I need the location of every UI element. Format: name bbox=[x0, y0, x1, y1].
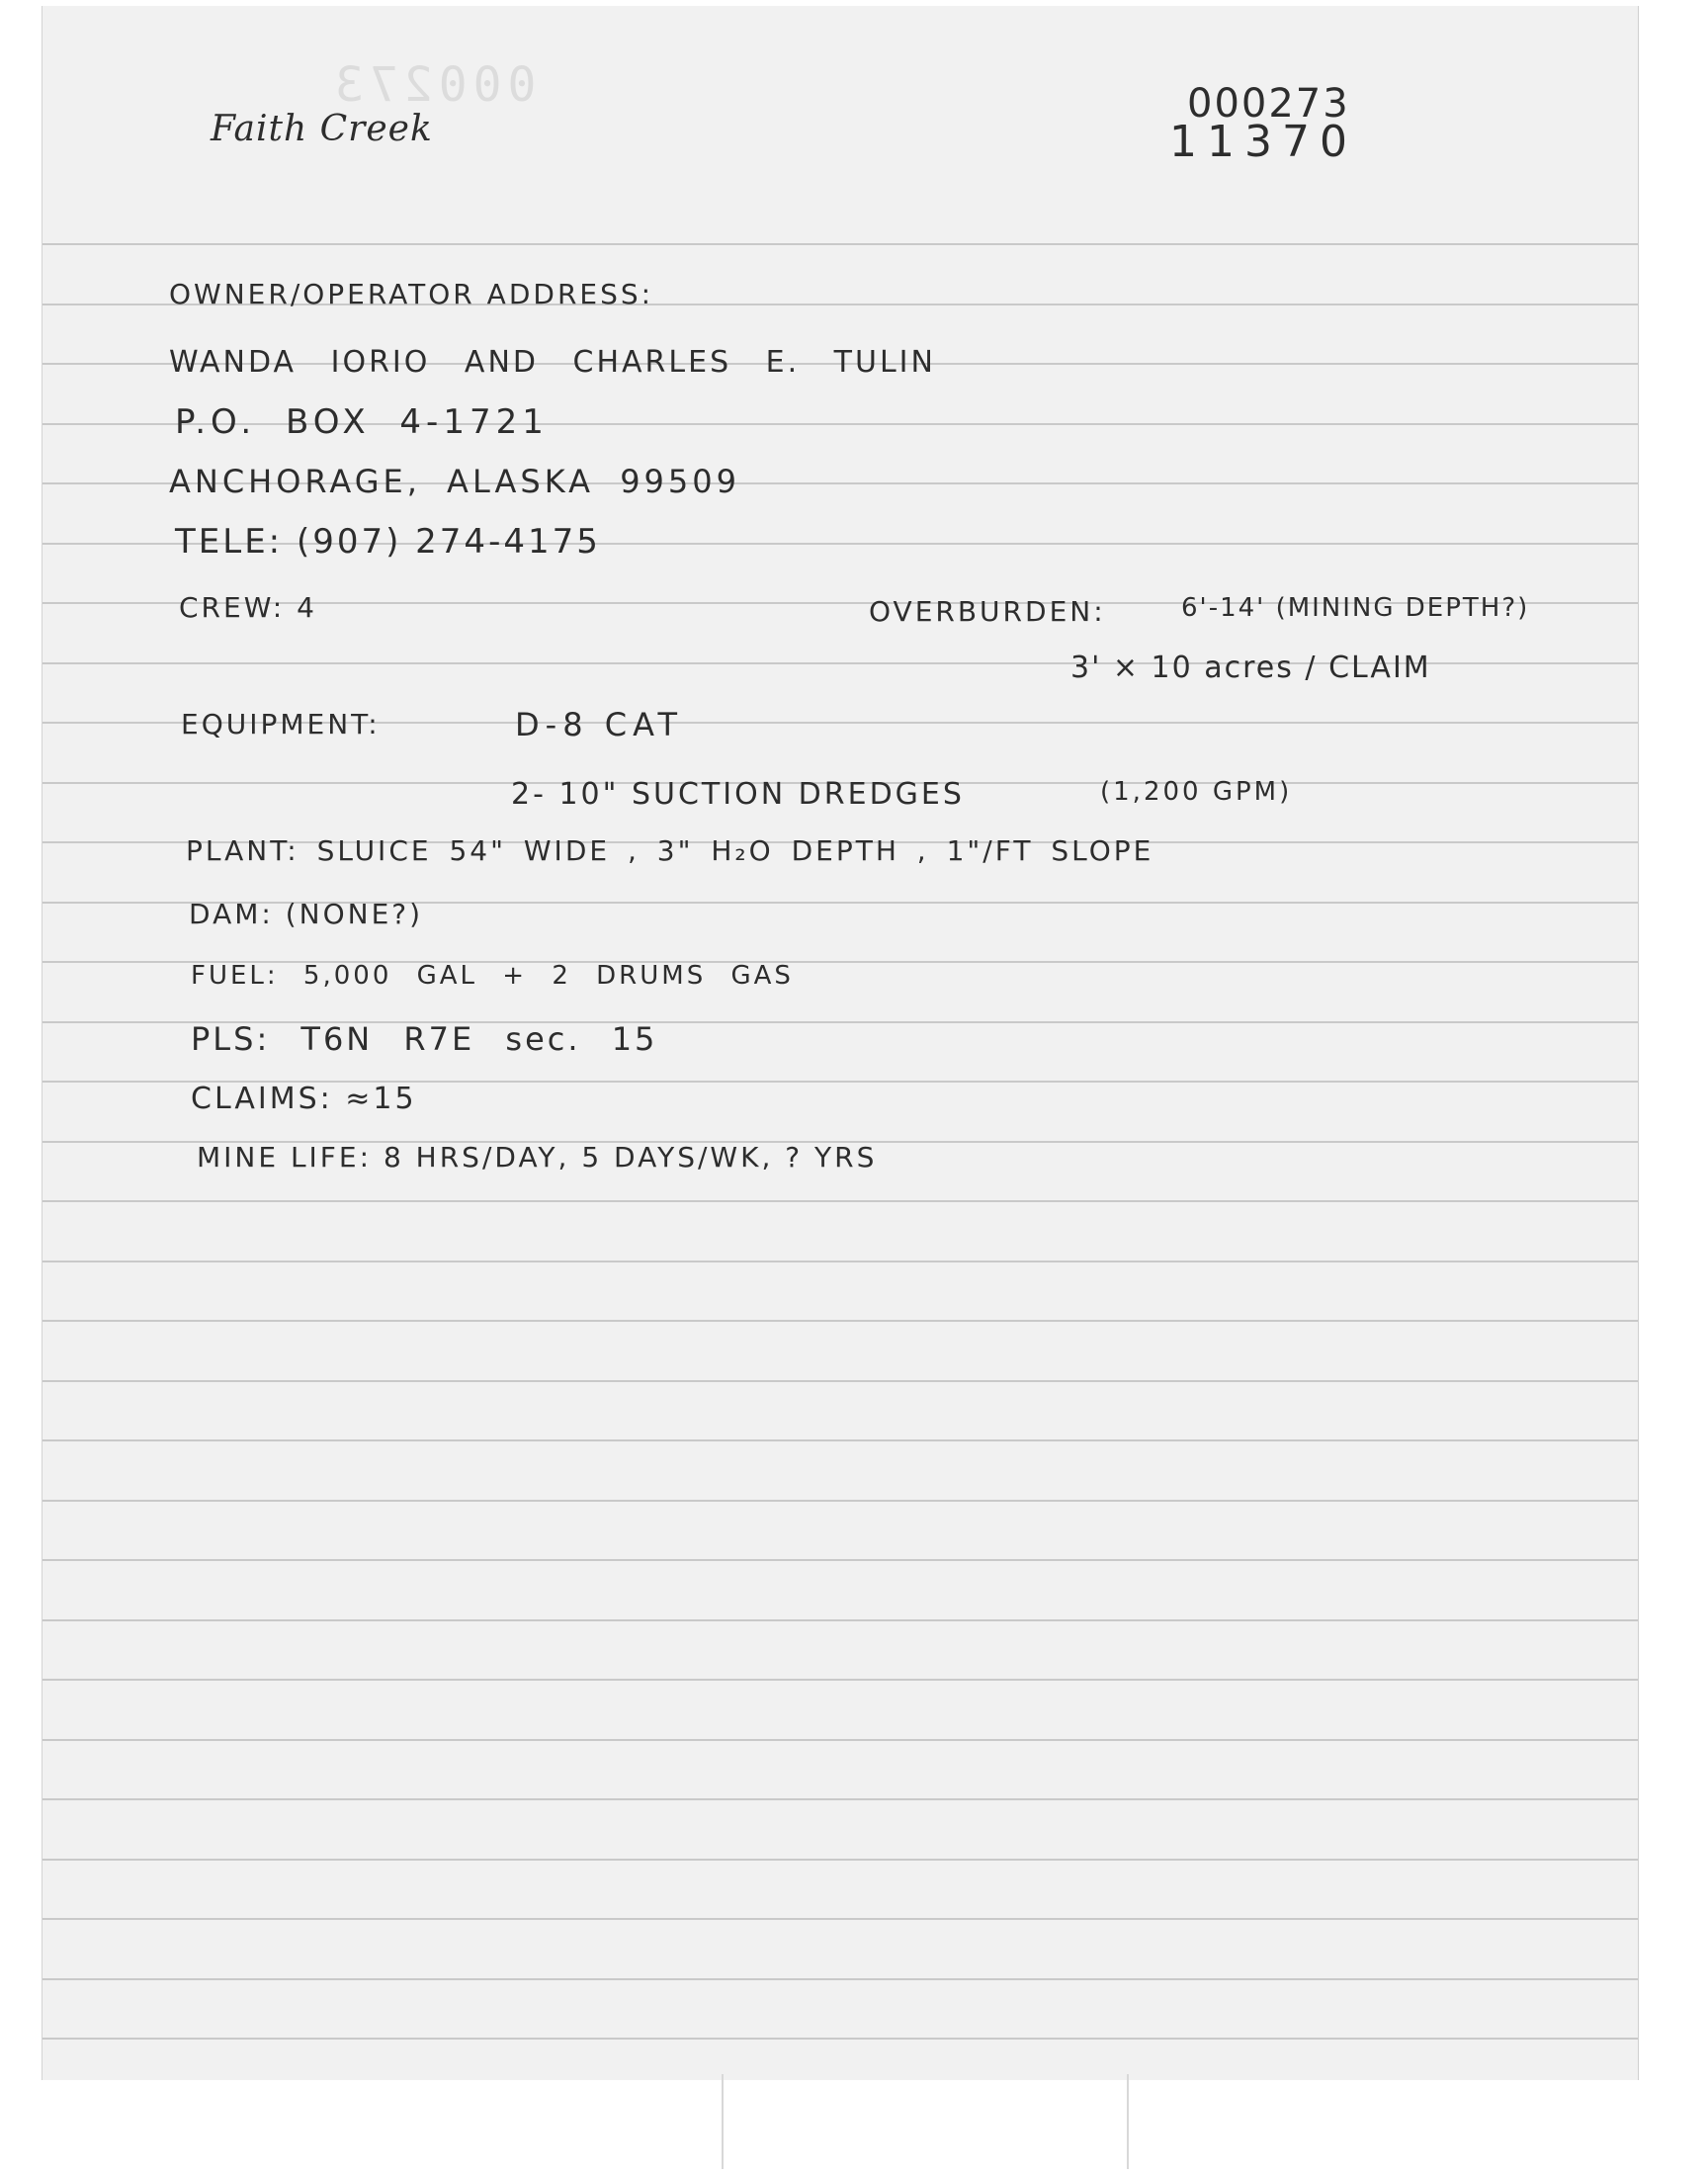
fuel-line: FUEL: 5,000 GAL + 2 DRUMS GAS bbox=[191, 961, 794, 991]
ruled-line bbox=[43, 1200, 1638, 1202]
ruled-line bbox=[43, 1261, 1638, 1262]
claims-line: CLAIMS: ≈15 bbox=[191, 1082, 417, 1116]
ruled-line bbox=[43, 1380, 1638, 1382]
overburden-value: 6'-14' (MINING DEPTH?) bbox=[1181, 593, 1530, 623]
ruled-line bbox=[43, 1679, 1638, 1681]
equipment-item-2: 2- 10" SUCTION DREDGES bbox=[511, 777, 965, 812]
ruled-line bbox=[43, 1918, 1638, 1920]
equipment-label: EQUIPMENT: bbox=[181, 708, 381, 740]
document-number: 000273 bbox=[1187, 81, 1350, 127]
overburden-detail: 3' × 10 acres / CLAIM bbox=[1070, 651, 1431, 685]
equipment-item-2-note: (1,200 GPM) bbox=[1100, 777, 1293, 807]
po-box: P.O. BOX 4-1721 bbox=[175, 402, 549, 442]
notebook-page bbox=[42, 6, 1639, 2080]
ruled-line bbox=[43, 1798, 1638, 1800]
ruled-line bbox=[43, 1500, 1638, 1502]
ruled-line bbox=[43, 1439, 1638, 1441]
city-state-zip: ANCHORAGE, ALASKA 99509 bbox=[169, 463, 740, 500]
plant-line: PLANT: SLUICE 54" WIDE , 3" H₂O DEPTH , 1"/FT SLOPE bbox=[186, 834, 1154, 867]
bleed-through-number: 000273 bbox=[329, 57, 537, 113]
owner-names: WANDA IORIO AND CHARLES E. TULIN bbox=[169, 345, 936, 380]
ruled-line bbox=[43, 1859, 1638, 1861]
overburden-label: OVERBURDEN: bbox=[869, 595, 1106, 628]
ruled-line bbox=[43, 1559, 1638, 1561]
scan-fold-mark-right bbox=[1127, 2074, 1129, 2169]
telephone: TELE: (907) 274-4175 bbox=[175, 522, 601, 562]
pls-line: PLS: T6N R7E sec. 15 bbox=[191, 1020, 658, 1058]
dam-line: DAM: (NONE?) bbox=[189, 898, 424, 930]
site-name: Faith Creek bbox=[211, 109, 433, 149]
ruled-line bbox=[43, 1978, 1638, 1980]
ruled-line bbox=[43, 1619, 1638, 1621]
scan-fold-mark-left bbox=[722, 2074, 724, 2169]
ruled-line bbox=[43, 1739, 1638, 1741]
ruled-line bbox=[43, 2038, 1638, 2040]
mine-life-line: MINE LIFE: 8 HRS/DAY, 5 DAYS/WK, ? YRS bbox=[197, 1141, 878, 1174]
file-number: 11370 bbox=[1169, 117, 1357, 167]
ruled-line bbox=[43, 1320, 1638, 1322]
owner-heading: OWNER/OPERATOR ADDRESS: bbox=[169, 278, 654, 310]
ruled-line bbox=[43, 243, 1638, 245]
crew-size: CREW: 4 bbox=[179, 591, 317, 624]
equipment-item-1: D-8 CAT bbox=[515, 706, 684, 743]
